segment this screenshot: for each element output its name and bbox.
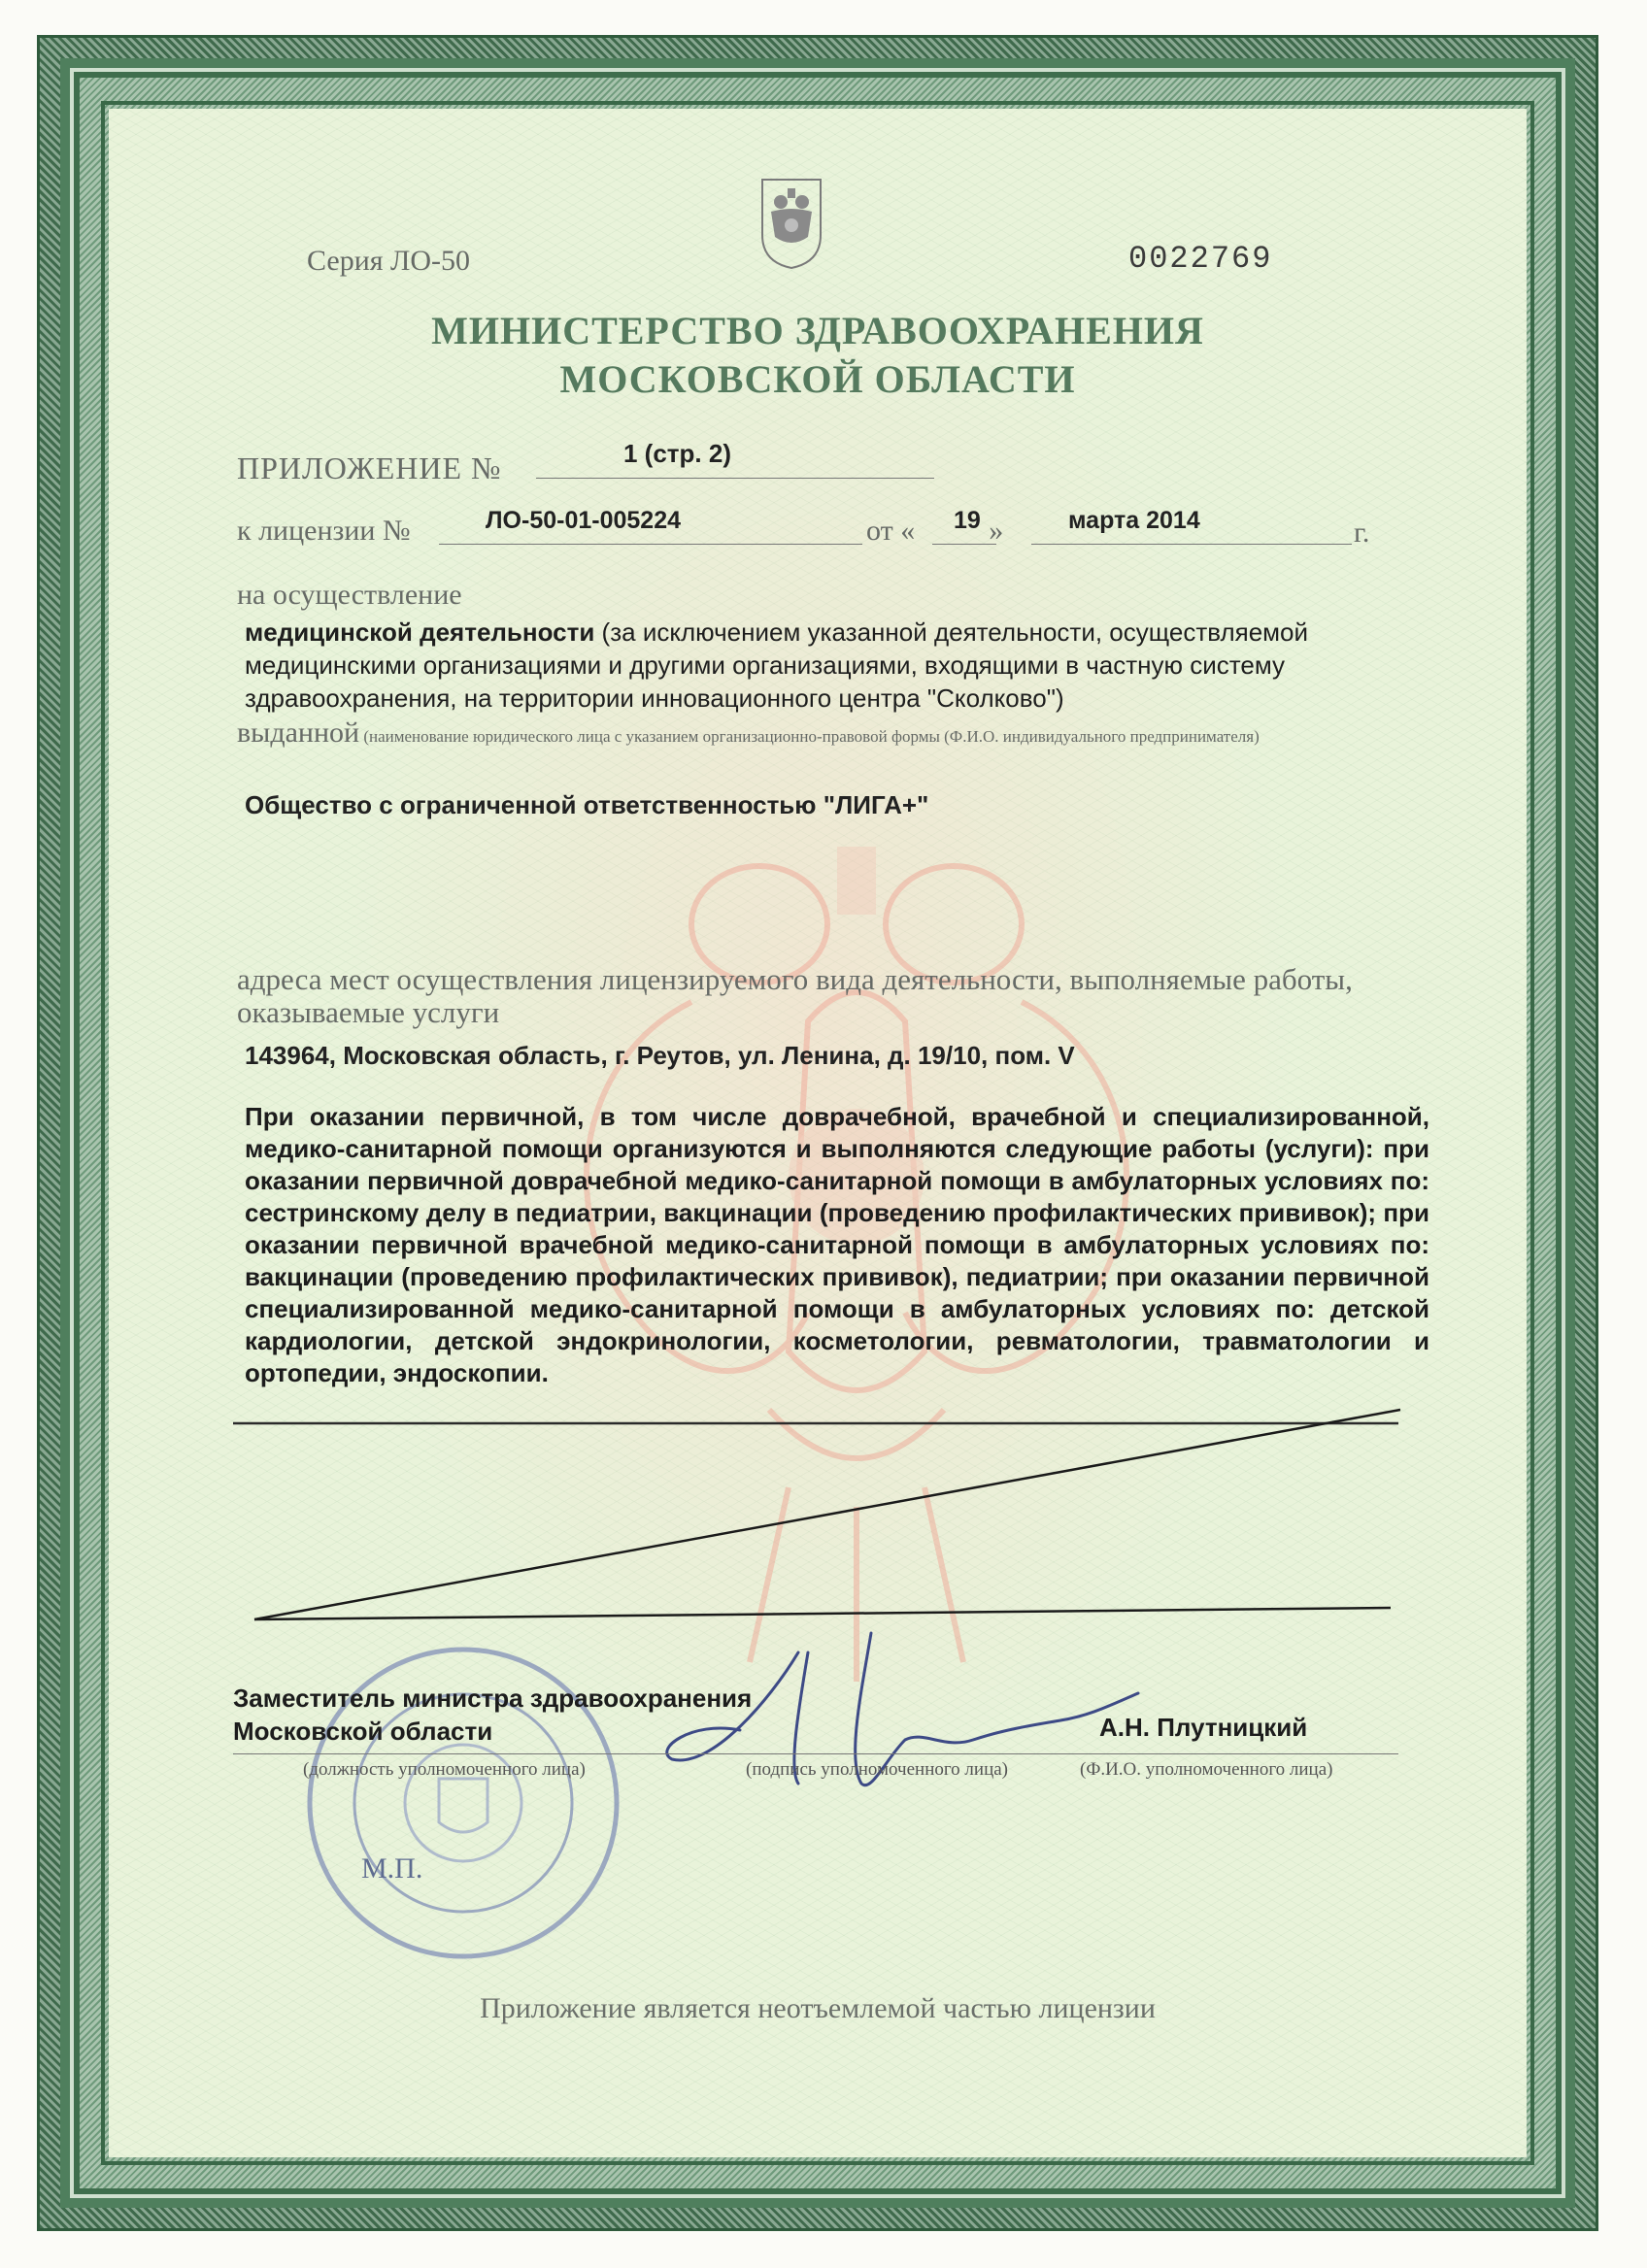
signer-position <box>233 1682 752 1748</box>
appendix-label: ПРИЛОЖЕНИЕ № <box>237 450 502 485</box>
issued-label-text: выданной <box>237 717 360 749</box>
issued-note: (наименование юридического лица с указанием организационно-правовой формы (Ф.И.О. индивидуального предпринимателя) <box>359 727 1260 746</box>
address-label: адреса мест осуществления лицензируемого вида деятельности, выполняемые работы, оказываемые услуги <box>237 962 1353 1029</box>
document-sheet <box>109 109 1527 2157</box>
caption-signature: (подпись уполномоченного лица) <box>746 1759 1009 1780</box>
footer-note: Приложение является неотъемлемой частью лицензии <box>480 1992 1156 2024</box>
company-name: Общество с ограниченной ответственностью "ЛИГА+" <box>245 790 929 819</box>
signer-position-line1: Заместитель министра здравоохранения <box>233 1684 753 1713</box>
license-number: ЛО-50-01-005224 <box>486 507 682 534</box>
signer-position-line2: Московской области <box>233 1717 493 1746</box>
signature-underline <box>233 1753 1398 1754</box>
ministry-title-line1: МИНИСТЕРСТВО ЗДРАВООХРАНЕНИЯ <box>431 309 1204 352</box>
activity-label: на осуществление <box>237 579 462 611</box>
license-day: 19 <box>954 507 981 534</box>
caption-name: (Ф.И.О. уполномоченного лица) <box>1080 1759 1333 1780</box>
license-label: к лицензии № <box>237 515 411 547</box>
activity-bold: медицинской деятельности <box>245 617 595 647</box>
ministry-title-line2: МОСКОВСКОЙ ОБЛАСТИ <box>559 357 1076 401</box>
activity-rest: (за исключением указанной деятельности, осуществляемой медицинскими организациями и другими организациями, входящими в частную систему здравоохранения, на территории инновационного центра "Сколково") <box>245 617 1309 713</box>
license-from-text: от « <box>866 515 916 547</box>
signer-name: А.Н. Плутницкий <box>1099 1713 1308 1742</box>
license-close-quote: » <box>989 515 1004 547</box>
series-label: Серия ЛО-50 <box>307 245 471 277</box>
seal-place-label: М.П. <box>361 1852 423 1884</box>
caption-position: (должность уполномоченного лица) <box>303 1759 586 1780</box>
license-year-suffix: г. <box>1354 517 1370 549</box>
appendix-value: 1 (стр. 2) <box>623 439 731 468</box>
series-number: 0022769 <box>1128 241 1273 277</box>
works-list: При оказании первичной, в том числе доврачебной, врачебной и специализированной, медико-санитарной помощи организуются и выполняются следующие работы (услуги): при оказании первичной доврачебной медико-санитарной помощи в амбулаторных условиях по: сестринскому делу в педиатрии, вакцинации (проведению профилактических прививок); при оказании первичной врачебной медико-санитарной помощи в амбулаторных условиях по: вакцинации (проведению профилактических прививок), педиатрии; при оказании первичной специализированной медико-санитарной помощи в амбулаторных условиях по: детской кардиологии, детской эндокринологии, косметологии, ревматологии, травматологии и ортопедии, эндоскопии. <box>245 1102 1429 1387</box>
license-month-year: марта 2014 <box>1068 507 1200 534</box>
address-value: 143964, Московская область, г. Реутов, ул. Ленина, д. 19/10, пом. V <box>245 1041 1075 1070</box>
